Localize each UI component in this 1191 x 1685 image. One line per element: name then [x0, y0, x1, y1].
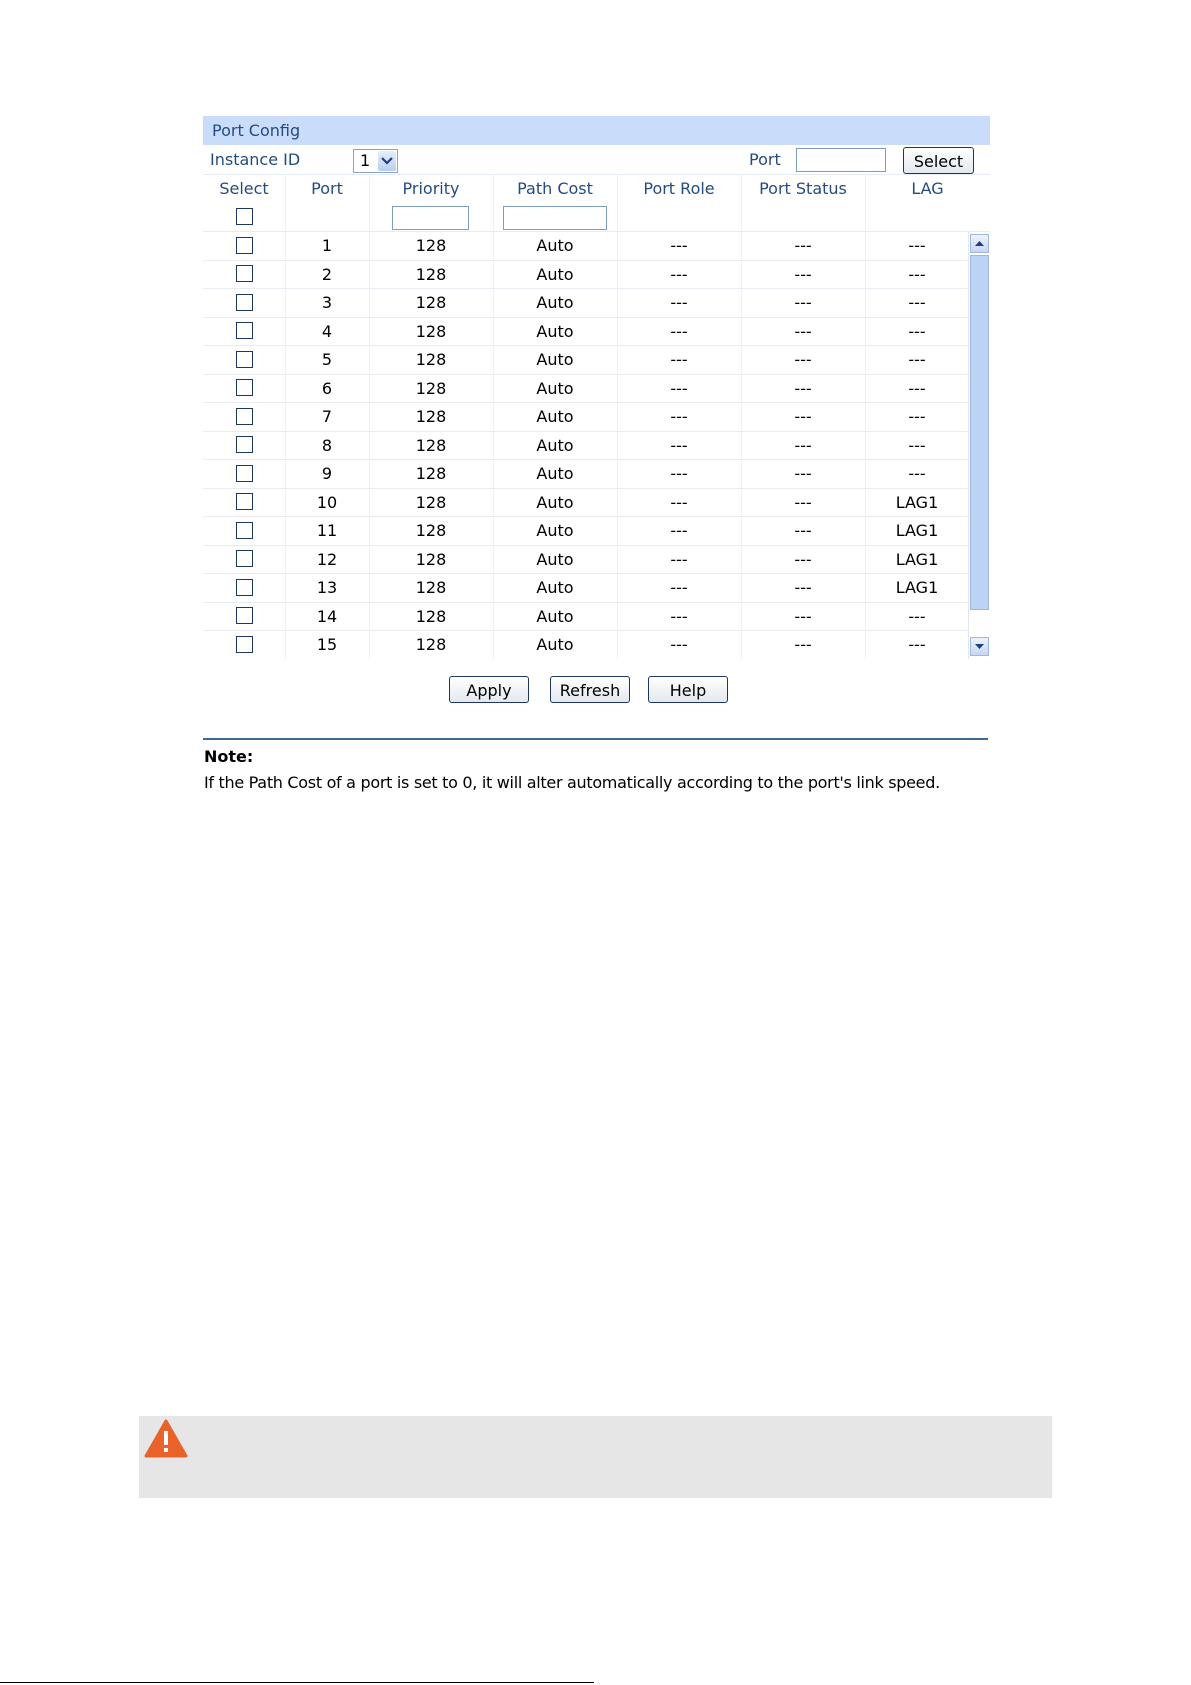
- note-title: Note:: [204, 747, 254, 766]
- scroll-up-icon[interactable]: [970, 234, 989, 253]
- select-button[interactable]: Select: [903, 147, 974, 174]
- footer-divider: [0, 1682, 594, 1683]
- row-checkbox[interactable]: [236, 294, 253, 311]
- row-checkbox[interactable]: [236, 522, 253, 539]
- path-cost-input[interactable]: [503, 206, 607, 230]
- path-cost-cell: Auto: [536, 492, 574, 512]
- row-checkbox[interactable]: [236, 607, 253, 624]
- port-role-cell: ---: [670, 293, 688, 312]
- row-select-cell: [203, 289, 285, 317]
- port-role-cell: ---: [670, 350, 688, 369]
- port-role-cell: ---: [670, 635, 688, 654]
- path-cost-cell: Auto: [536, 350, 574, 369]
- lag-cell: ---: [908, 321, 926, 341]
- table-row: [203, 289, 969, 318]
- table-row: [203, 574, 969, 603]
- col-lag: LAG: [911, 179, 944, 198]
- table-row: [203, 603, 969, 632]
- port-status-cell: ---: [794, 635, 812, 654]
- col-priority: Priority: [402, 179, 460, 198]
- port-status-cell: ---: [794, 521, 812, 540]
- lag-cell: ---: [908, 606, 926, 626]
- path-cost-cell: Auto: [536, 321, 574, 341]
- row-select-cell: [203, 232, 285, 260]
- row-select-cell: [203, 346, 285, 374]
- port-role-cell: ---: [670, 236, 688, 255]
- row-select-cell: [203, 460, 285, 488]
- priority-cell: 128: [415, 492, 447, 512]
- table-row: [203, 232, 969, 261]
- lag-cell: ---: [908, 378, 926, 398]
- port-table-scroll[interactable]: [203, 232, 990, 659]
- row-checkbox[interactable]: [236, 322, 253, 339]
- priority-cell: 128: [415, 521, 447, 540]
- row-checkbox[interactable]: [236, 493, 253, 510]
- path-cost-cell: Auto: [536, 264, 574, 284]
- priority-cell: 128: [415, 350, 447, 369]
- port-status-cell: ---: [794, 606, 812, 626]
- table-row: [203, 517, 969, 546]
- port-table-body: [203, 232, 990, 659]
- port-cell: 11: [316, 521, 338, 540]
- apply-button[interactable]: Apply: [449, 676, 529, 703]
- table-row: [203, 375, 969, 404]
- port-label: Port: [749, 150, 781, 169]
- table-header: [203, 175, 990, 203]
- port-role-cell: ---: [670, 378, 688, 398]
- row-checkbox[interactable]: [236, 351, 253, 368]
- row-select-cell: [203, 432, 285, 460]
- path-cost-cell: Auto: [536, 635, 574, 654]
- port-role-cell: ---: [670, 492, 688, 512]
- col-select: Select: [219, 179, 269, 198]
- port-cell: 12: [316, 549, 338, 569]
- table-row: [203, 318, 969, 347]
- table-row: [203, 261, 969, 290]
- port-cell: 10: [316, 492, 338, 512]
- priority-cell: 128: [415, 293, 447, 312]
- lag-cell: ---: [908, 236, 926, 255]
- note-text: If the Path Cost of a port is set to 0, it will alter automatically according to the port's link speed.: [204, 773, 940, 792]
- lag-cell: ---: [908, 293, 926, 312]
- col-port: Port: [311, 179, 343, 198]
- port-status-cell: ---: [794, 492, 812, 512]
- priority-input[interactable]: [392, 206, 469, 230]
- port-cell: 4: [321, 321, 333, 341]
- lag-cell: ---: [908, 264, 926, 284]
- port-status-cell: ---: [794, 549, 812, 569]
- lag-cell: LAG1: [895, 492, 939, 512]
- row-checkbox[interactable]: [236, 636, 253, 653]
- lag-cell: ---: [908, 464, 926, 483]
- port-role-cell: ---: [670, 578, 688, 597]
- instance-id-select[interactable]: [353, 149, 398, 173]
- port-cell: 6: [321, 378, 333, 398]
- scrollbar[interactable]: [968, 232, 990, 659]
- port-cell: 7: [321, 407, 333, 426]
- lag-cell: ---: [908, 435, 926, 455]
- priority-cell: 128: [415, 236, 447, 255]
- scrollbar-thumb[interactable]: [970, 255, 989, 610]
- col-path-cost: Path Cost: [517, 179, 593, 198]
- panel-title: Port Config: [203, 116, 990, 145]
- instance-row: [203, 145, 990, 175]
- port-status-cell: ---: [794, 378, 812, 398]
- port-status-cell: ---: [794, 236, 812, 255]
- row-select-cell: [203, 375, 285, 403]
- row-checkbox[interactable]: [236, 436, 253, 453]
- port-status-cell: ---: [794, 321, 812, 341]
- port-role-cell: ---: [670, 264, 688, 284]
- path-cost-cell: Auto: [536, 606, 574, 626]
- action-bar: [203, 672, 990, 706]
- port-config-panel: [203, 116, 990, 700]
- row-checkbox[interactable]: [236, 579, 253, 596]
- port-status-cell: ---: [794, 407, 812, 426]
- port-cell: 3: [321, 293, 333, 312]
- port-cell: 8: [321, 435, 333, 455]
- port-cell: 2: [321, 264, 333, 284]
- row-select-cell: [203, 489, 285, 517]
- port-role-cell: ---: [670, 521, 688, 540]
- row-checkbox[interactable]: [236, 379, 253, 396]
- instance-id-value: 1: [360, 151, 371, 170]
- path-cost-cell: Auto: [536, 578, 574, 597]
- port-status-cell: ---: [794, 293, 812, 312]
- priority-cell: 128: [415, 321, 447, 341]
- port-input[interactable]: [796, 148, 886, 172]
- refresh-button[interactable]: Refresh: [550, 676, 630, 703]
- chevron-down-icon[interactable]: [378, 151, 396, 171]
- lag-cell: ---: [908, 407, 926, 426]
- port-role-cell: ---: [670, 321, 688, 341]
- select-all-checkbox[interactable]: [236, 208, 253, 225]
- row-select-cell: [203, 603, 285, 631]
- row-select-cell: [203, 403, 285, 431]
- table-row: [203, 403, 969, 432]
- lag-cell: LAG1: [895, 521, 939, 540]
- priority-cell: 128: [415, 606, 447, 626]
- path-cost-cell: Auto: [536, 293, 574, 312]
- lag-cell: LAG1: [895, 578, 939, 597]
- path-cost-cell: Auto: [536, 378, 574, 398]
- path-cost-cell: Auto: [536, 407, 574, 426]
- port-status-cell: ---: [794, 464, 812, 483]
- table-row: [203, 346, 969, 375]
- lag-cell: LAG1: [895, 549, 939, 569]
- col-port-status: Port Status: [759, 179, 847, 198]
- priority-cell: 128: [415, 407, 447, 426]
- priority-cell: 128: [415, 378, 447, 398]
- port-role-cell: ---: [670, 464, 688, 483]
- port-cell: 9: [321, 464, 333, 483]
- table-row: [203, 631, 969, 659]
- help-button[interactable]: Help: [648, 676, 728, 703]
- priority-cell: 128: [415, 578, 447, 597]
- row-checkbox[interactable]: [236, 265, 253, 282]
- row-checkbox[interactable]: [236, 408, 253, 425]
- path-cost-cell: Auto: [536, 521, 574, 540]
- priority-cell: 128: [415, 435, 447, 455]
- col-port-role: Port Role: [643, 179, 715, 198]
- priority-cell: 128: [415, 635, 447, 654]
- port-cell: 5: [321, 350, 333, 369]
- note-divider: [203, 738, 988, 740]
- port-role-cell: ---: [670, 407, 688, 426]
- filter-row: [203, 203, 990, 232]
- row-select-cell: [203, 318, 285, 346]
- lag-cell: ---: [908, 635, 926, 654]
- port-status-cell: ---: [794, 435, 812, 455]
- table-row: [203, 460, 969, 489]
- row-checkbox[interactable]: [236, 237, 253, 254]
- priority-cell: 128: [415, 264, 447, 284]
- port-cell: 13: [316, 578, 338, 597]
- lag-cell: ---: [908, 350, 926, 369]
- row-checkbox[interactable]: [236, 465, 253, 482]
- port-role-cell: ---: [670, 606, 688, 626]
- warning-icon: [144, 1419, 188, 1463]
- port-status-cell: ---: [794, 264, 812, 284]
- table-row: [203, 489, 969, 518]
- table-row: [203, 546, 969, 575]
- port-status-cell: ---: [794, 578, 812, 597]
- port-status-cell: ---: [794, 350, 812, 369]
- priority-cell: 128: [415, 549, 447, 569]
- path-cost-cell: Auto: [536, 435, 574, 455]
- path-cost-cell: Auto: [536, 236, 574, 255]
- port-role-cell: ---: [670, 435, 688, 455]
- row-select-cell: [203, 517, 285, 545]
- scroll-down-icon[interactable]: [970, 637, 989, 656]
- row-select-cell: [203, 574, 285, 602]
- table-row: [203, 432, 969, 461]
- path-cost-cell: Auto: [536, 549, 574, 569]
- row-select-cell: [203, 631, 285, 659]
- row-select-cell: [203, 261, 285, 289]
- row-checkbox[interactable]: [236, 550, 253, 567]
- instance-id-label: Instance ID: [210, 150, 301, 169]
- port-cell: 14: [316, 606, 338, 626]
- port-role-cell: ---: [670, 549, 688, 569]
- path-cost-cell: Auto: [536, 464, 574, 483]
- port-cell: 15: [316, 635, 338, 654]
- priority-cell: 128: [415, 464, 447, 483]
- port-cell: 1: [321, 236, 333, 255]
- row-select-cell: [203, 546, 285, 574]
- warning-box: [139, 1416, 1052, 1498]
